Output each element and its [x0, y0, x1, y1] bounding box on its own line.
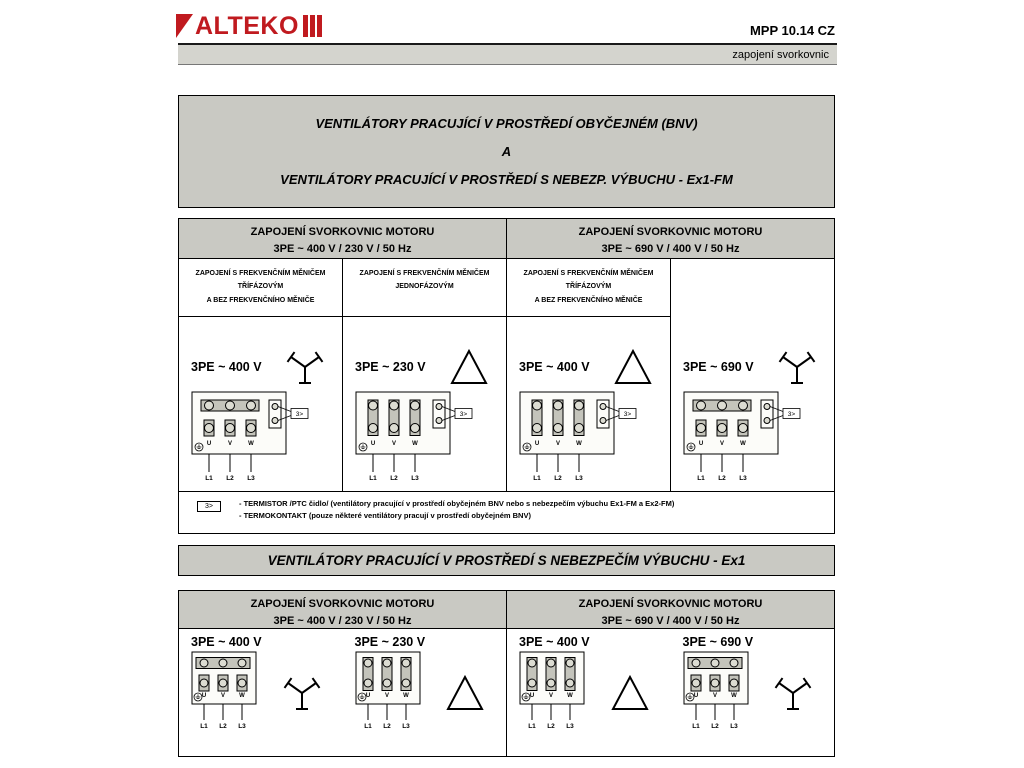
- svg-text:W: W: [239, 693, 245, 699]
- ex1-title: VENTILÁTORY PRACUJÍCÍ V PROSTŘEDÍ S NEBEZPEČÍM VÝBUCHU - Ex1: [178, 545, 835, 576]
- svg-text:L3: L3: [411, 475, 419, 482]
- svg-text:L1: L1: [363, 723, 372, 730]
- delta-symbol-icon: [609, 672, 651, 714]
- bnv-header-left: [179, 219, 506, 258]
- svg-text:V: V: [227, 441, 233, 447]
- svg-text:3>: 3>: [787, 411, 796, 418]
- bnv-cell-3: [506, 259, 670, 491]
- header-line: 3PE ~ 400 V / 230 V / 50 Hz: [273, 243, 412, 256]
- svg-text:V: V: [391, 441, 397, 447]
- page-subtitle-bar: [178, 45, 837, 65]
- svg-text:W: W: [412, 441, 418, 447]
- svg-text:W: W: [248, 441, 254, 447]
- logo-triangle-icon: [176, 14, 193, 38]
- terminal-diagram: [683, 391, 834, 487]
- svg-text:3>: 3>: [295, 411, 304, 418]
- svg-text:L3: L3: [247, 475, 255, 482]
- ex1-section: [178, 590, 835, 757]
- svg-text:W: W: [567, 693, 573, 699]
- ex1-left-half: [179, 629, 506, 756]
- header-line: ZAPOJENÍ SVORKOVNIC MOTORU: [250, 598, 435, 610]
- header-line: ZAPOJENÍ SVORKOVNIC MOTORU: [250, 226, 435, 238]
- ex1-header-row: [179, 591, 834, 629]
- header-line: 3PE ~ 690 V / 400 V / 50 Hz: [601, 243, 740, 256]
- cell-caption: ZAPOJENÍ S FREKVENČNÍM MĚNIČEM TŘÍFÁZOVÝM A BEZ FREKVENČNÍHO MĚNIČE: [507, 259, 670, 317]
- svg-text:L2: L2: [710, 723, 719, 730]
- svg-text:L2: L2: [547, 723, 555, 730]
- svg-text:U: U: [534, 441, 540, 447]
- svg-text:L3: L3: [238, 723, 246, 730]
- svg-text:L1: L1: [533, 475, 541, 482]
- svg-text:3>: 3>: [623, 411, 632, 418]
- terminal-diagram: [191, 651, 259, 735]
- terminal-diagram: [519, 391, 670, 487]
- svg-text:V: V: [220, 693, 226, 699]
- ex1-right-half: [506, 629, 834, 756]
- svg-text:W: W: [576, 441, 582, 447]
- svg-text:V: V: [712, 693, 717, 699]
- logo-text: ALTEKO: [195, 11, 299, 40]
- page-content: [178, 0, 837, 768]
- delta-symbol-icon: [612, 346, 654, 388]
- ex1-cell-4: [671, 629, 835, 756]
- terminal-diagram: [355, 651, 423, 735]
- svg-text:L2: L2: [382, 723, 391, 730]
- svg-text:W: W: [730, 693, 737, 699]
- bnv-cell-1: [179, 259, 342, 491]
- svg-text:U: U: [201, 693, 207, 699]
- bnv-header-right: [506, 219, 834, 258]
- title-line: VENTILÁTORY PRACUJÍCÍ V PROSTŘEDÍ OBYČEJNÉM (BNV): [315, 116, 698, 131]
- cell-caption: ZAPOJENÍ S FREKVENČNÍM MĚNIČEM TŘÍFÁZOVÝM A BEZ FREKVENČNÍHO MĚNIČE: [179, 259, 342, 317]
- doc-code: MPP 10.14 CZ: [749, 23, 835, 38]
- header-line: 3PE ~ 400 V / 230 V / 50 Hz: [273, 615, 412, 628]
- bnv-header-row: [179, 219, 834, 259]
- svg-text:W: W: [402, 693, 409, 699]
- svg-text:U: U: [693, 693, 698, 699]
- svg-text:L2: L2: [718, 475, 726, 482]
- svg-text:L1: L1: [697, 475, 705, 482]
- star-symbol-icon: [776, 346, 818, 388]
- ex1-cell-3: [507, 629, 671, 756]
- svg-text:U: U: [365, 693, 370, 699]
- delta-symbol-icon: [444, 672, 486, 714]
- title-line: A: [501, 144, 512, 159]
- svg-text:L3: L3: [566, 723, 574, 730]
- logo-bars-icon: [303, 15, 322, 37]
- title-line: VENTILÁTORY PRACUJÍCÍ V PROSTŘEDÍ S NEBEZP. VÝBUCHU - Ex1-FM: [280, 172, 733, 187]
- bnv-body-row: [179, 259, 834, 491]
- voltage-label: 3PE ~ 230 V: [354, 635, 426, 649]
- voltage-label: 3PE ~ 400 V: [519, 360, 590, 374]
- thermistor-note: [179, 491, 834, 533]
- svg-text:L3: L3: [575, 475, 583, 482]
- page-subtitle: zapojení svorkovnic: [732, 48, 829, 61]
- ex1-body-row: [179, 629, 834, 756]
- terminal-diagram: [519, 651, 587, 735]
- svg-text:L1: L1: [205, 475, 213, 482]
- header-line: 3PE ~ 690 V / 400 V / 50 Hz: [601, 615, 740, 628]
- header-line: ZAPOJENÍ SVORKOVNIC MOTORU: [578, 598, 763, 610]
- svg-text:L2: L2: [554, 475, 562, 482]
- svg-text:U: U: [698, 441, 704, 447]
- terminal-diagram: [683, 651, 751, 735]
- terminal-diagram: [355, 391, 506, 487]
- svg-text:V: V: [548, 693, 554, 699]
- alteko-logo: [176, 11, 322, 41]
- svg-text:L2: L2: [390, 475, 398, 482]
- svg-text:V: V: [719, 441, 725, 447]
- bnv-section: [178, 218, 835, 534]
- main-title: [178, 95, 835, 208]
- svg-text:L1: L1: [200, 723, 208, 730]
- star-symbol-icon: [772, 672, 814, 714]
- cell-caption: ZAPOJENÍ S FREKVENČNÍM MĚNIČEM JEDNOFÁZOVÝM: [343, 259, 506, 317]
- ex1-header-right: [506, 591, 834, 628]
- svg-text:3>: 3>: [459, 411, 468, 418]
- note-text: - TERMISTOR /PTC čidlo/ (ventilátory pracující v prostředí obyčejném BNV nebo s nebezpečím výbuchu Ex1-FM a Ex2-FM) - TERMOKONTAKT (pouze některé ventilátory pracují v prostředí obyčejném BNV): [238, 499, 675, 521]
- voltage-label: 3PE ~ 400 V: [191, 360, 262, 374]
- delta-symbol-icon: [448, 346, 490, 388]
- thermistor-marker: 3>: [197, 501, 221, 512]
- voltage-label: 3PE ~ 230 V: [355, 360, 426, 374]
- svg-text:L1: L1: [691, 723, 700, 730]
- voltage-label: 3PE ~ 690 V: [682, 635, 754, 649]
- svg-text:V: V: [384, 693, 389, 699]
- header-line: ZAPOJENÍ SVORKOVNIC MOTORU: [578, 226, 763, 238]
- svg-text:U: U: [370, 441, 376, 447]
- cell-caption: [671, 259, 834, 317]
- ex1-cell-2: [343, 629, 507, 756]
- bnv-cell-2: [342, 259, 506, 491]
- svg-text:W: W: [740, 441, 746, 447]
- svg-text:U: U: [529, 693, 535, 699]
- svg-text:L2: L2: [226, 475, 234, 482]
- ex1-cell-1: [179, 629, 343, 756]
- voltage-label: 3PE ~ 400 V: [519, 635, 590, 649]
- svg-text:L3: L3: [401, 723, 410, 730]
- svg-text:U: U: [206, 441, 212, 447]
- ex1-header-left: [179, 591, 506, 628]
- svg-text:L2: L2: [219, 723, 227, 730]
- svg-text:L3: L3: [729, 723, 738, 730]
- svg-text:L1: L1: [369, 475, 377, 482]
- terminal-diagram: [191, 391, 342, 487]
- bnv-cell-4: [670, 259, 834, 491]
- svg-text:L3: L3: [739, 475, 747, 482]
- voltage-label: 3PE ~ 690 V: [683, 360, 754, 374]
- svg-text:L1: L1: [528, 723, 536, 730]
- svg-text:V: V: [555, 441, 561, 447]
- star-symbol-icon: [281, 672, 323, 714]
- voltage-label: 3PE ~ 400 V: [191, 635, 262, 649]
- star-symbol-icon: [284, 346, 326, 388]
